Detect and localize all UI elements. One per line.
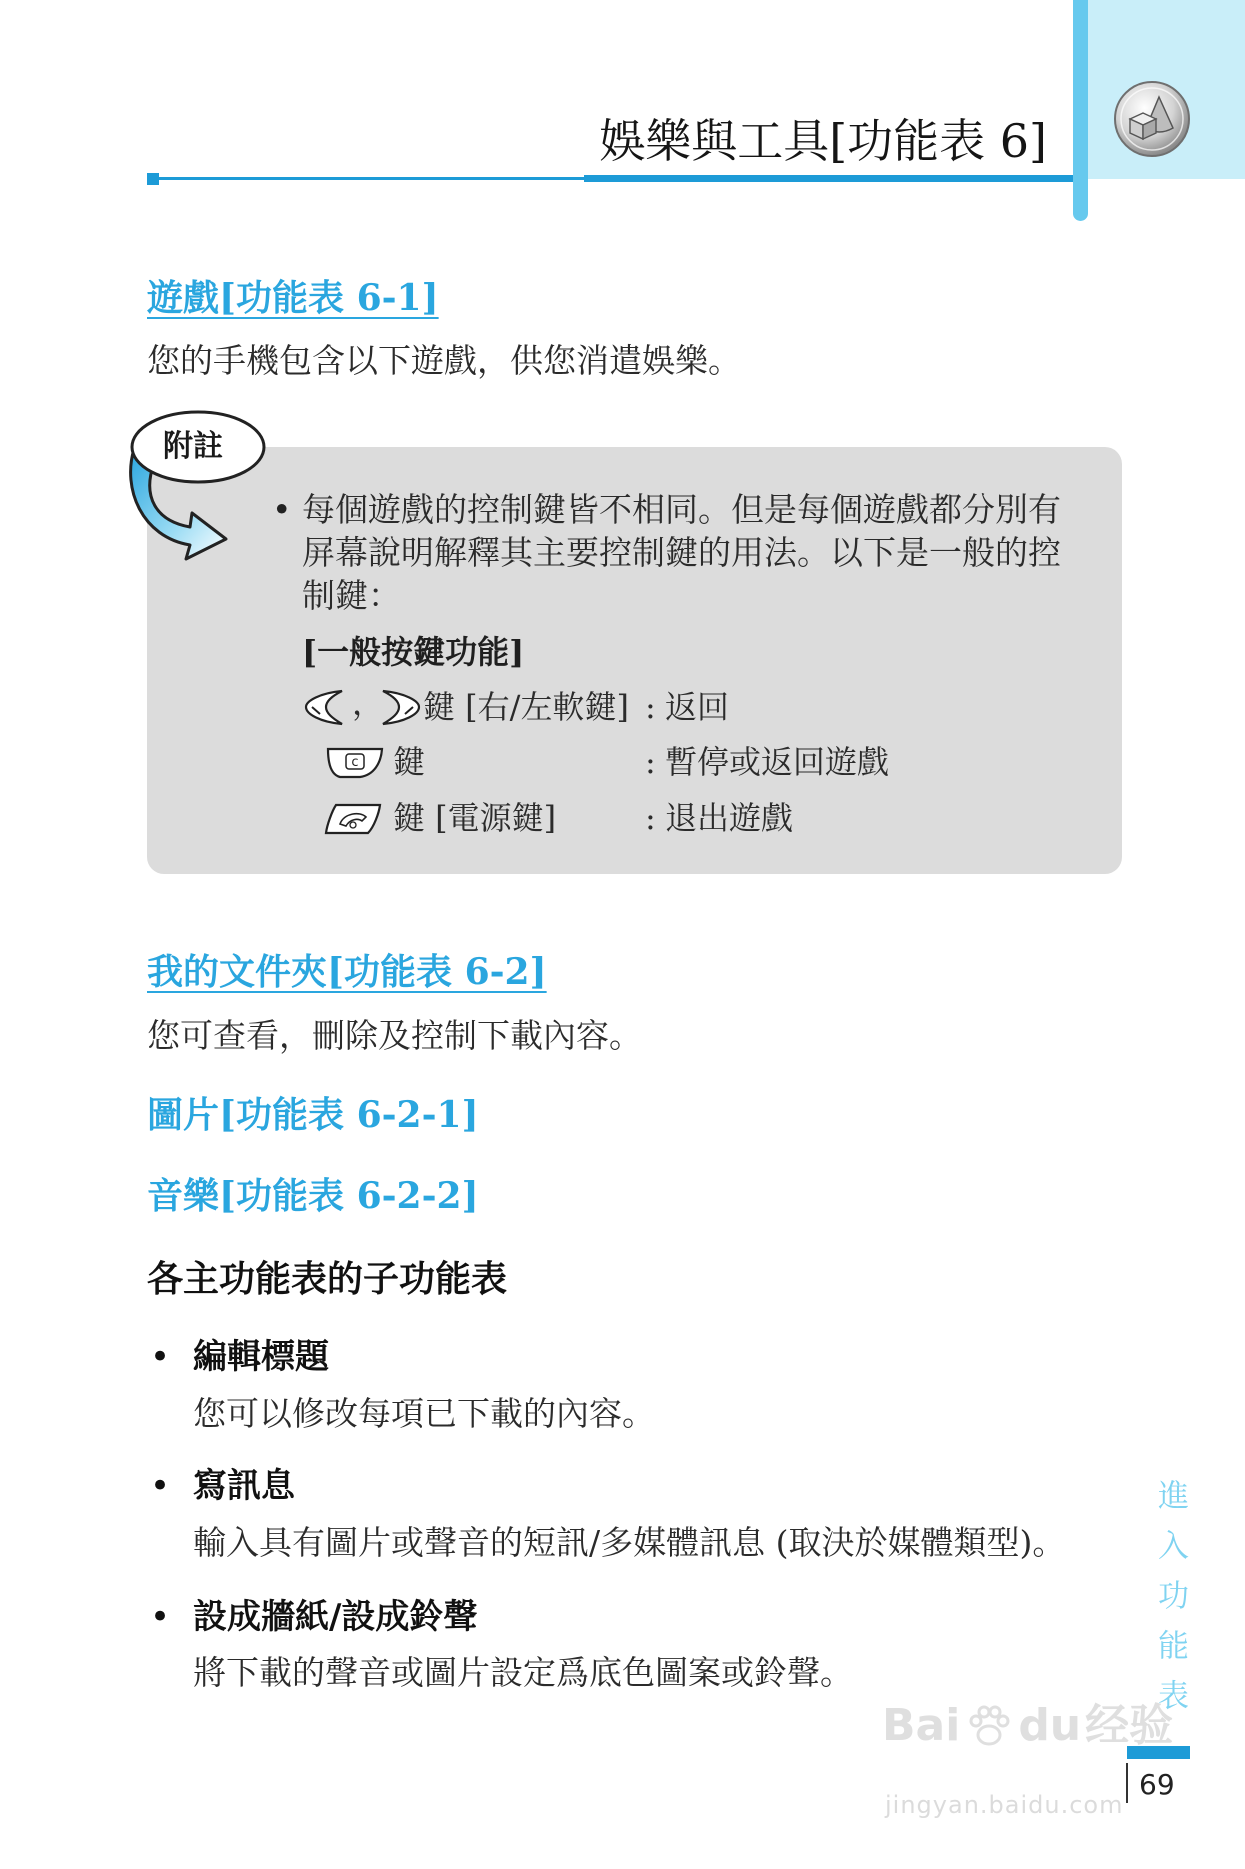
watermark-brand-right: du <box>1018 1700 1082 1751</box>
right-soft-key-icon <box>379 687 423 727</box>
chapter-corner-bar <box>1073 0 1088 221</box>
my-folder-intro: 您可查看，刪除及控制下載內容。 <box>147 1016 642 1055</box>
watermark-brand-cn: 经验 <box>1085 1700 1174 1751</box>
page-number: 69 <box>1139 1768 1175 1801</box>
title-rule-accent <box>584 175 1073 182</box>
key-separator: ， <box>352 684 385 722</box>
list-item-description: 輸入具有圖片或聲音的短訊/多媒體訊息 (取決於媒體類型)。 <box>193 1523 1066 1562</box>
note-text-line: 每個遊戲的控制鍵皆不相同。但是每個遊戲都分別有 <box>302 490 1061 529</box>
key-colon: : <box>645 743 656 781</box>
key-label: 鍵 [電源鍵] <box>393 799 557 837</box>
games-intro: 您的手機包含以下遊戲，供您消遣娛樂。 <box>147 341 741 380</box>
list-item-description: 將下載的聲音或圖片設定爲底色圖案或鈴聲。 <box>193 1653 853 1692</box>
pictures-heading: 圖片[功能表 6-2-1] <box>147 1094 479 1136</box>
note-text-line: 屏幕說明解釋其主要控制鍵的用法。以下是一般的控 <box>302 533 1061 572</box>
paw-icon <box>964 1701 1014 1751</box>
note-bullet: • <box>272 490 292 529</box>
side-tab-label: 進入功能表 <box>1152 1479 1188 1729</box>
games-heading: 遊戲[功能表 6-1] <box>147 277 439 319</box>
key-action: 退出遊戲 <box>665 799 794 837</box>
page-number-divider <box>1126 1763 1128 1803</box>
note-label: 附註 <box>163 429 223 464</box>
shapes-icon <box>1112 79 1192 159</box>
page-title: 娛樂與工具[功能表 6] <box>599 114 1047 168</box>
submenu-heading: 各主功能表的子功能表 <box>147 1259 508 1300</box>
key-colon: : <box>645 688 656 726</box>
list-item-title: 編輯標題 <box>193 1337 329 1377</box>
list-item-title: 寫訊息 <box>193 1466 295 1506</box>
watermark-url: jingyan.baidu.com <box>885 1791 1124 1819</box>
title-rule-marker <box>147 173 159 185</box>
bullet: • <box>150 1466 171 1506</box>
clear-key-letter: c <box>351 755 359 770</box>
clear-key-icon <box>324 745 386 781</box>
key-action: 返回 <box>665 688 730 726</box>
left-soft-key-icon <box>302 687 346 727</box>
key-label: 鍵 [右/左軟鍵] <box>423 688 629 726</box>
general-keys-title: [一般按鍵功能] <box>302 633 525 671</box>
title-rule <box>159 177 584 180</box>
my-folder-heading: 我的文件夾[功能表 6-2] <box>147 951 547 993</box>
list-item-description: 您可以修改每項已下載的內容。 <box>193 1394 655 1433</box>
watermark-logo <box>882 1698 1173 1754</box>
key-colon: : <box>645 799 656 837</box>
key-label: 鍵 <box>393 743 426 781</box>
key-action: 暫停或返回遊戲 <box>665 743 890 781</box>
list-item-title: 設成牆紙/設成鈴聲 <box>193 1597 478 1637</box>
note-text-line: 制鍵： <box>302 576 401 615</box>
bullet: • <box>150 1597 171 1637</box>
music-heading: 音樂[功能表 6-2-2] <box>147 1175 479 1217</box>
end-key-icon <box>324 801 382 837</box>
bullet: • <box>150 1337 171 1377</box>
watermark-brand-left: Bai <box>882 1700 961 1751</box>
